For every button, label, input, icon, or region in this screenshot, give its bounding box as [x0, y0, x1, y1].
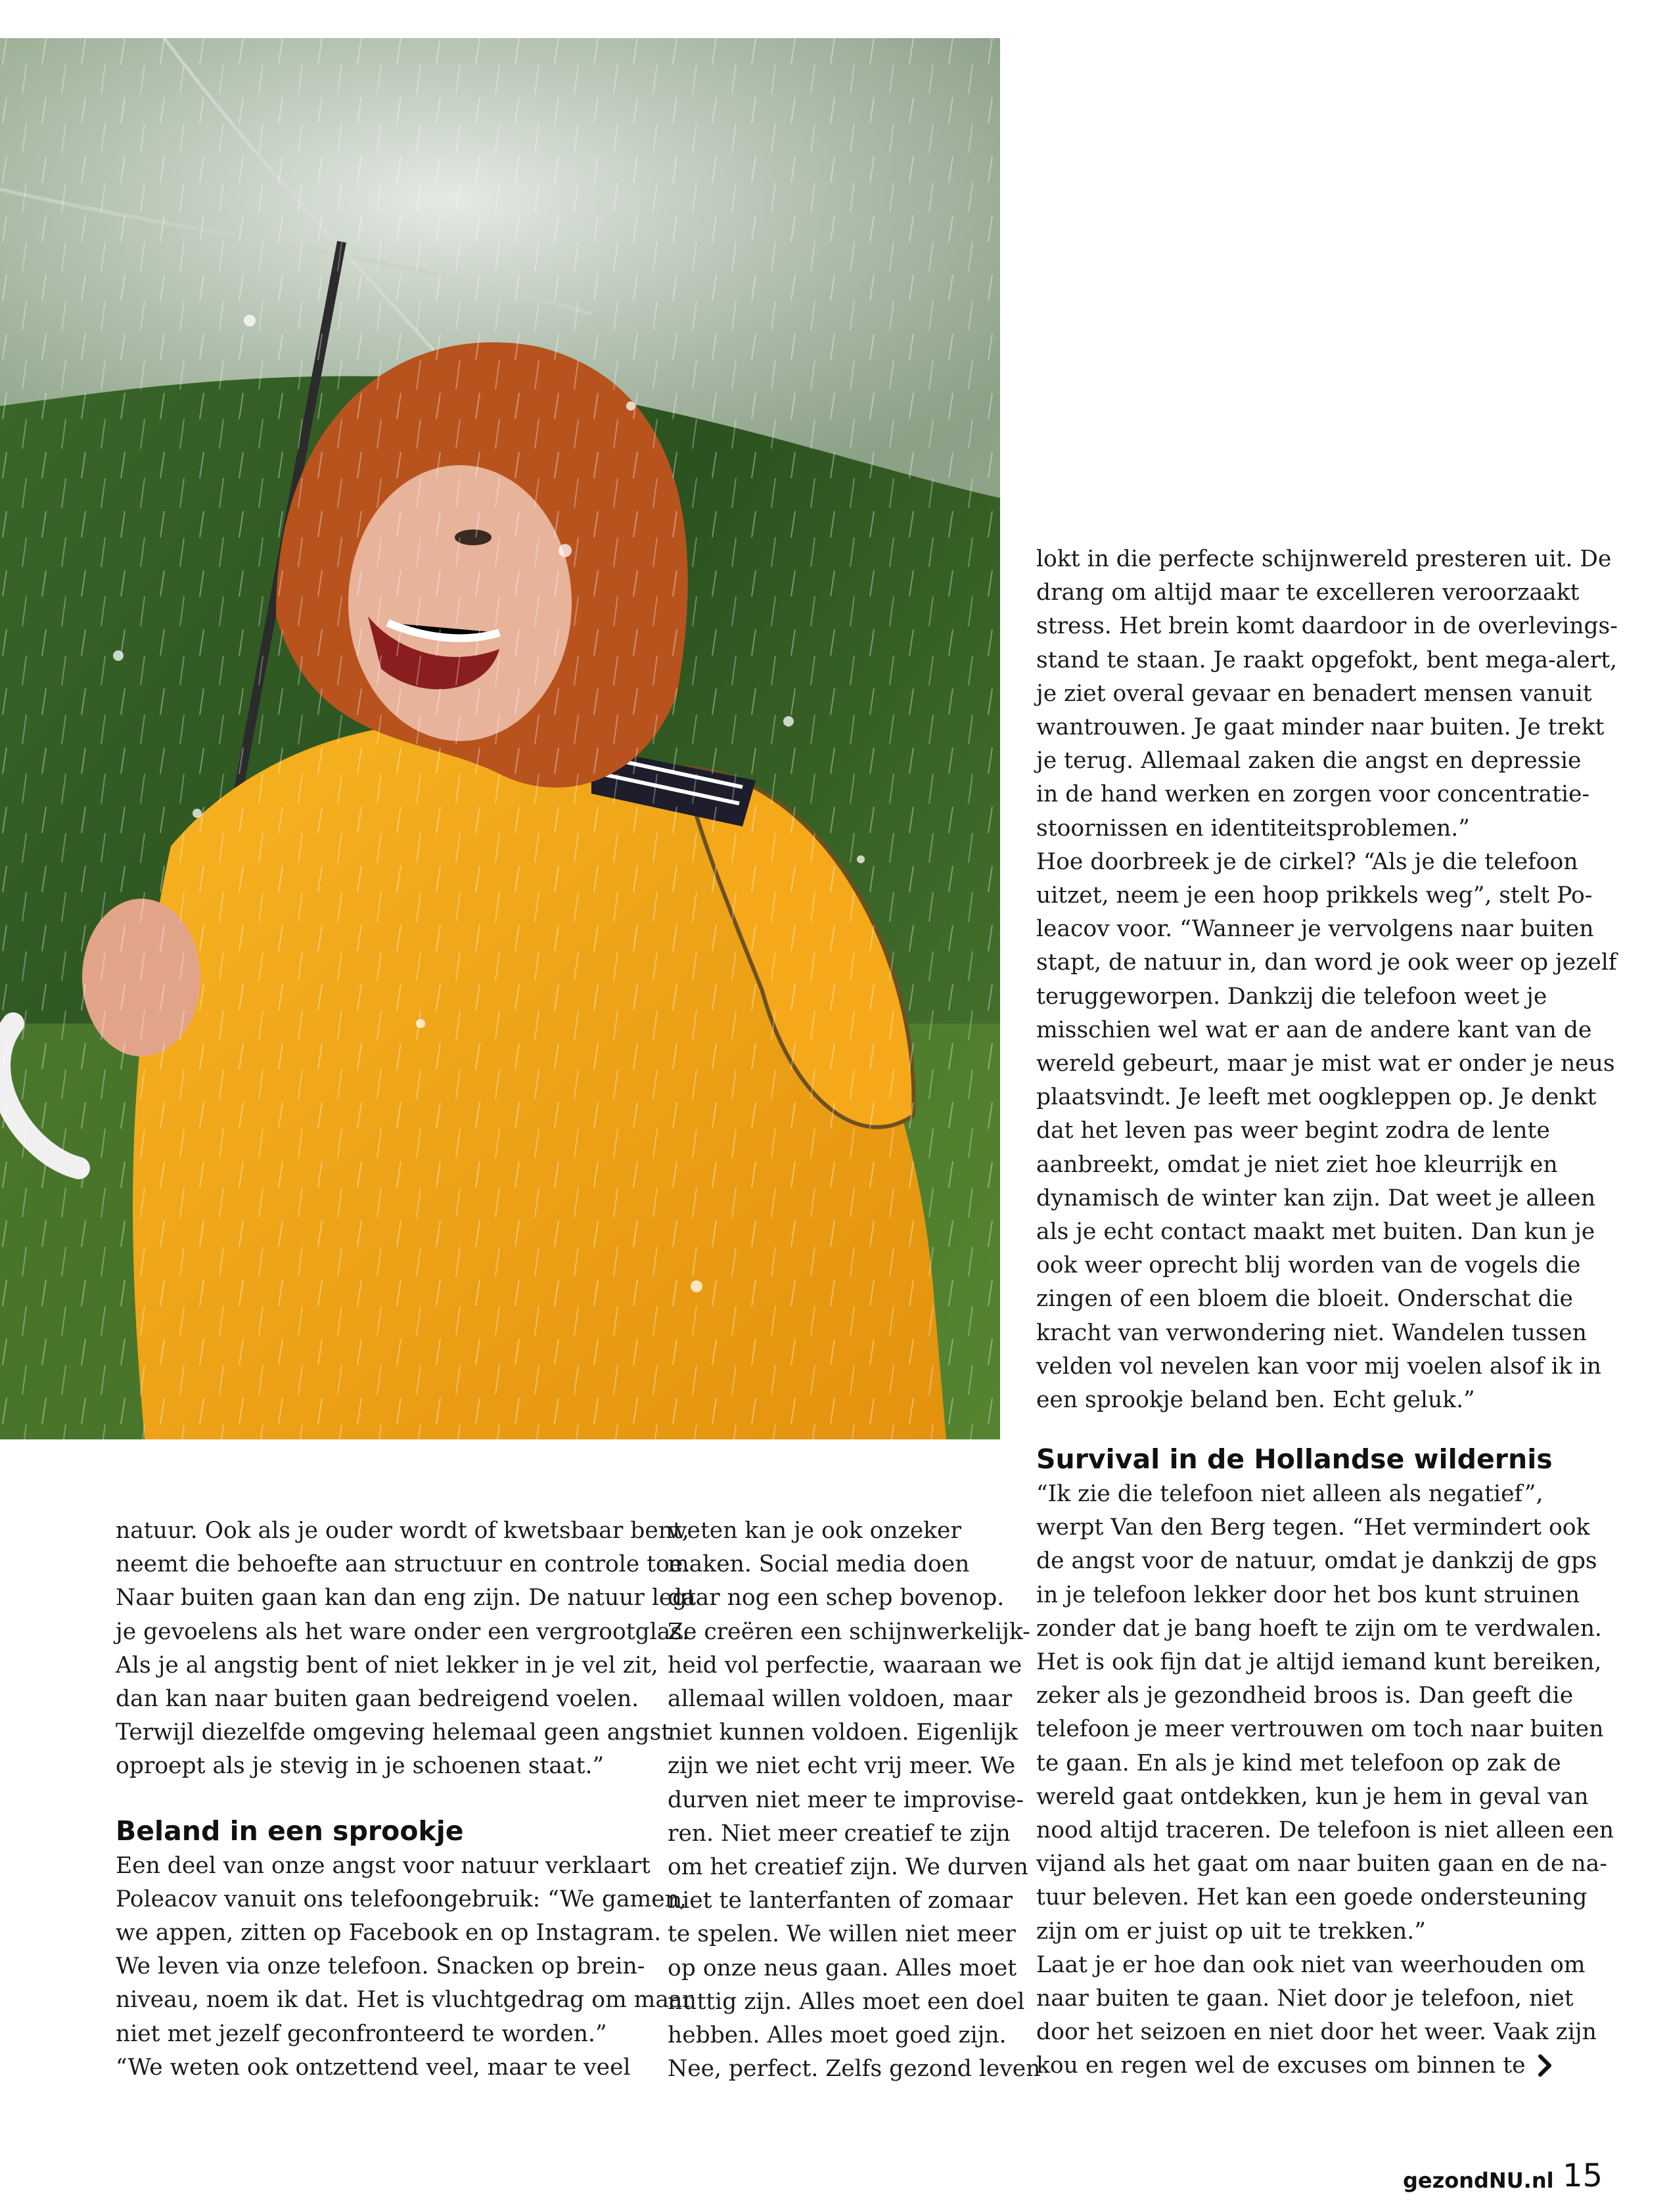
text-line: in de hand werken en zorgen voor concentratie- [1036, 781, 1590, 808]
text-line: je ziet overal gevaar en benadert mensen vanuit [1036, 680, 1592, 707]
text-line: op onze neus gaan. Alles moet [668, 1954, 1017, 1981]
text-line: allemaal willen voldoen, maar [668, 1686, 1013, 1713]
text-line: werpt Van den Berg tegen. “Het vermindert ook [1036, 1514, 1590, 1541]
text-line: niet te lanterfanten of zomaar [668, 1887, 1013, 1914]
text-line: Als je al angstig bent of niet lekker in je vel zit, [116, 1652, 658, 1679]
text-line: aanbreekt, omdat je niet ziet hoe kleurrijk en [1036, 1151, 1558, 1178]
text-line: kracht van verwondering niet. Wandelen tussen [1036, 1319, 1587, 1346]
section-body-sprookje [116, 1849, 694, 2085]
text-line: dynamisch de winter kan zijn. Dat weet je alleen [1036, 1185, 1596, 1211]
text-line: nood altijd traceren. De telefoon is niet alleen een [1036, 1817, 1614, 1844]
text-line: niet met jezelf geconfronteerd te worden.” [116, 2020, 607, 2047]
text-line: “Ik zie die telefoon niet alleen als negatief”, [1036, 1481, 1543, 1507]
text-line: niet kunnen voldoen. Eigenlijk [668, 1719, 1018, 1746]
chevron-right-icon [1534, 2054, 1557, 2077]
section-heading-survival: Survival in de Hollandse wildernis [1036, 1443, 1553, 1475]
text-line: durven niet meer te improvise- [668, 1786, 1024, 1813]
text-line: Poleacov vanuit ons telefoongebruik: “We gamen, [116, 1885, 687, 1912]
text-line: “We weten ook ontzettend veel, maar te veel [116, 2054, 631, 2081]
text-line: telefoon je meer vertrouwen om toch naar buiten [1036, 1716, 1604, 1743]
text-line: ook weer oprecht blij worden van de vogels die [1036, 1252, 1581, 1279]
text-line: Het is ook fijn dat je altijd iemand kunt bereiken, [1036, 1649, 1602, 1676]
text-line: we appen, zitten op Facebook en op Instagram. [116, 1920, 662, 1947]
text-line: te spelen. We willen niet meer [668, 1921, 1016, 1948]
text-line: hebben. Alles moet goed zijn. [668, 2022, 1007, 2049]
text-line: zijn om er juist op uit te trekken.” [1036, 1918, 1426, 1945]
text-line: natuur. Ook als je ouder wordt of kwetsbaar bent, [116, 1518, 689, 1544]
text-line: je terug. Allemaal zaken die angst en depressie [1036, 748, 1582, 775]
text-line: kou en regen wel de excuses om binnen te [1036, 2052, 1526, 2079]
text-line: weten kan je ook onzeker [668, 1518, 961, 1544]
text-line: plaatsvindt. Je leeft met oogkleppen op. Je denkt [1036, 1084, 1597, 1111]
text-line: heid vol perfectie, waaraan we [668, 1652, 1022, 1679]
text-line: maken. Social media doen [668, 1551, 970, 1578]
text-line: Laat je er hoe dan ook niet van weerhouden om [1036, 1951, 1586, 1978]
text-line: Ze creëren een schijnwerkelijk- [668, 1618, 1030, 1645]
text-line: Hoe doorbreek je de cirkel? “Als je die telefoon [1036, 848, 1578, 875]
text-line: de angst voor de natuur, omdat je dankzij de gps [1036, 1548, 1597, 1575]
text-line: zeker als je gezondheid broos is. Dan geeft die [1036, 1682, 1574, 1709]
text-line: wereld gaat ontdekken, kun je hem in geval van [1036, 1783, 1589, 1810]
text-line: stress. Het brein komt daardoor in de overlevings- [1036, 613, 1618, 640]
text-line: dan kan naar buiten gaan bedreigend voelen. [116, 1686, 639, 1713]
text-line: leacov voor. “Wanneer je vervolgens naar buiten [1036, 916, 1594, 943]
text-line: drang om altijd maar te excelleren veroorzaakt [1036, 579, 1580, 606]
text-line: Een deel van onze angst voor natuur verklaart [116, 1852, 651, 1879]
text-line: wantrouwen. Je gaat minder naar buiten. Je trekt [1036, 714, 1605, 741]
article-column-left [116, 1514, 697, 2085]
text-line: Nee, perfect. Zelfs gezond leven [668, 2056, 1041, 2083]
section-body-survival [1036, 1478, 1614, 2083]
text-line: misschien wel wat er aan de andere kant van de [1036, 1016, 1592, 1043]
text-line: nuttig zijn. Alles moet een doel [668, 1988, 1025, 2015]
hero-photo [0, 38, 1000, 1439]
text-line: teruggeworpen. Dankzij die telefoon weet je [1036, 983, 1547, 1010]
text-line: vijand als het gaat om naar buiten gaan en de na- [1036, 1851, 1607, 1878]
text-line: velden vol nevelen kan voor mij voelen alsof ik in [1036, 1353, 1601, 1380]
woman-with-umbrella-in-rain-photo [0, 38, 1000, 1439]
text-line: zonder dat je bang hoeft te zijn om te verdwalen. [1036, 1615, 1602, 1642]
text-line: neemt die behoefte aan structuur en controle toe. [116, 1551, 691, 1578]
text-line: een sprookje beland ben. Echt geluk.” [1036, 1387, 1475, 1414]
text-line: tuur beleven. Het kan een goede ondersteuning [1036, 1884, 1588, 1911]
text-line: stand te staan. Je raakt opgefokt, bent mega-alert, [1036, 646, 1618, 673]
text-line: door het seizoen en niet door het weer. Vaak zijn [1036, 2019, 1597, 2046]
text-line: Naar buiten gaan kan dan eng zijn. De natuur legt [116, 1585, 697, 1612]
text-line: wereld gebeurt, maar je mist wat er onder je neus [1036, 1050, 1615, 1077]
text-line: zingen of een bloem die bloeit. Onderschat die [1036, 1286, 1573, 1313]
text-line: lokt in die perfecte schijnwereld presteren uit. De [1036, 546, 1612, 572]
text-line: Terwijl diezelfde omgeving helemaal geen angst [116, 1719, 671, 1746]
paragraph-structuur [116, 1514, 697, 1784]
page-number: 15 [1563, 2157, 1603, 2194]
text-line: We leven via onze telefoon. Snacken op brein- [116, 1953, 645, 1980]
footer-site-name: gezondNU.nl [1403, 2168, 1554, 2193]
text-line: dat het leven pas weer begint zodra de lente [1036, 1117, 1550, 1144]
article-column-right-bottom [1036, 1441, 1614, 2083]
text-line: om het creatief zijn. We durven [668, 1854, 1028, 1881]
article-column-middle [668, 1514, 1041, 2086]
text-line: daar nog een schep bovenop. [668, 1585, 1005, 1612]
text-line: zijn we niet echt vrij meer. We [668, 1753, 1016, 1780]
text-line: te gaan. En als je kind met telefoon op zak de [1036, 1749, 1561, 1776]
article-column-right-top [1036, 543, 1618, 1417]
text-line: naar buiten te gaan. Niet door je telefoon, niet [1036, 1985, 1574, 2012]
text-line: uitzet, neem je een hoop prikkels weg”, stelt Po- [1036, 882, 1593, 909]
text-line: in je telefoon lekker door het bos kunt struinen [1036, 1581, 1580, 1608]
section-heading-sprookje: Beland in een sprookje [116, 1815, 464, 1847]
text-line: je gevoelens als het ware onder een vergrootglas. [116, 1618, 690, 1645]
text-line: als je echt contact maakt met buiten. Dan kun je [1036, 1219, 1595, 1246]
text-line: niveau, noem ik dat. Het is vluchtgedrag om maar [116, 1987, 694, 2014]
text-line: oproept als je stevig in je schoenen staat.” [116, 1753, 605, 1780]
text-line: ren. Niet meer creatief te zijn [668, 1820, 1011, 1847]
text-line: stoornissen en identiteitsproblemen.” [1036, 815, 1470, 842]
text-line: stapt, de natuur in, dan word je ook weer op jezelf [1036, 949, 1617, 976]
